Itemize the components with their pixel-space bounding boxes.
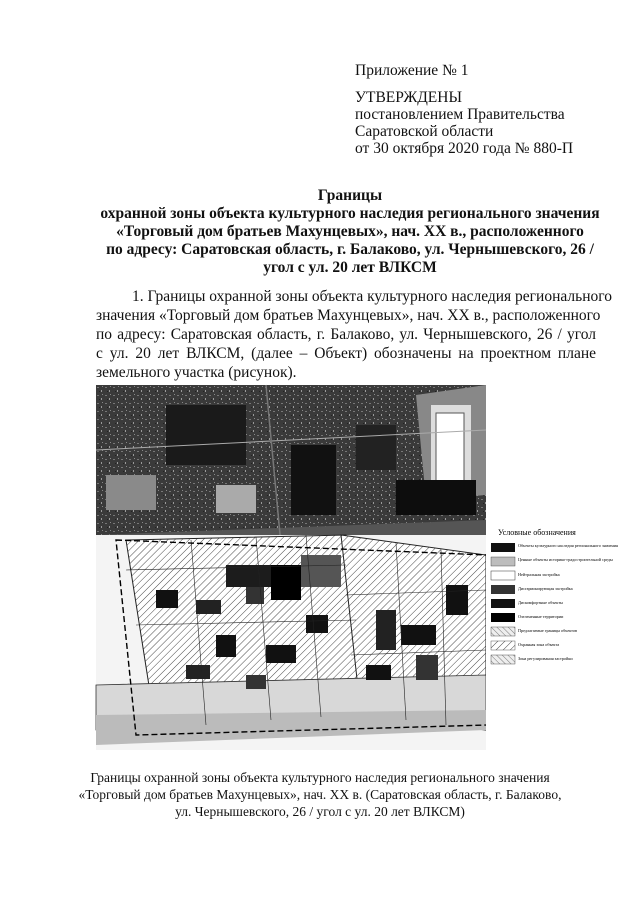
heading-line-2: охранной зоны объекта культурного наследия регионального значения (100, 205, 600, 222)
legend-title: Условные обозначения (498, 528, 576, 537)
legend-label-2: Ценные объекты историко-градостроительной среды (518, 557, 613, 562)
figure-caption (60, 769, 580, 820)
caption-line-2: «Торговый дом братьев Махунцевых», нач. ХХ в. (Саратовская область, г. Балаково, (78, 787, 562, 802)
legend-label-6: Озелененные территории (518, 614, 564, 619)
document-heading (60, 187, 640, 277)
approval-block (355, 62, 573, 157)
heading-line-1: Границы (317, 187, 383, 204)
legend-label-8: Охранная зона объекта (518, 642, 560, 647)
paragraph-line-1: 1. Границы охранной зоны объекта культурного наследия регионального (132, 288, 612, 305)
paragraph-line-4: с ул. 20 лет ВЛКСМ, (далее – Объект) обозначены на проектном плане (96, 345, 596, 362)
paragraph-line-3: по адресу: Саратовская область, г. Балаково, ул. Чернышевского, 26 / угол (96, 326, 596, 343)
legend-label-4: Дисгармонирующая застройка (518, 586, 573, 591)
paragraph-line-2: значения «Торговый дом братьев Махунцевых», нач. ХХ в., расположенного (96, 307, 601, 324)
legend-label-9: Зона регулирования застройки (518, 656, 573, 661)
legend-label-7: Предлагаемые границы объектов (518, 628, 578, 633)
map-legend (486, 520, 618, 750)
caption-line-3: ул. Чернышевского, 26 / угол с ул. 20 лет ВЛКСМ) (175, 804, 465, 819)
approval-line-2: Саратовской области (355, 123, 494, 140)
caption-line-1: Границы охранной зоны объекта культурного наследия регионального значения (90, 770, 550, 785)
heading-line-4: по адресу: Саратовская область, г. Балаково, ул. Чернышевского, 26 / (106, 241, 594, 258)
paragraph-line-5: земельного участка (рисунок). (96, 364, 297, 381)
cadastral-plan-area (96, 535, 488, 750)
approval-line-1: постановлением Правительства (355, 106, 565, 123)
approval-line-3: от 30 октября 2020 года № 880-П (355, 140, 574, 157)
legend-label-5: Дискомфортные объекты (518, 600, 563, 605)
site-plan-figure (96, 385, 618, 750)
heading-line-3: «Торговый дом братьев Махунцевых», нач. ХХ в., расположенного (116, 223, 584, 240)
aerial-photo-area (96, 385, 486, 545)
appendix-label: Приложение № 1 (355, 62, 469, 79)
legend-label-3: Нейтральная застройка (518, 572, 560, 577)
heading-line-5: угол с ул. 20 лет ВЛКСМ (263, 259, 437, 276)
approved-label: УТВЕРЖДЕНЫ (355, 89, 462, 106)
legend-label-1: Объекты культурного наследия регионального значения (518, 543, 618, 548)
body-paragraph (96, 287, 612, 382)
